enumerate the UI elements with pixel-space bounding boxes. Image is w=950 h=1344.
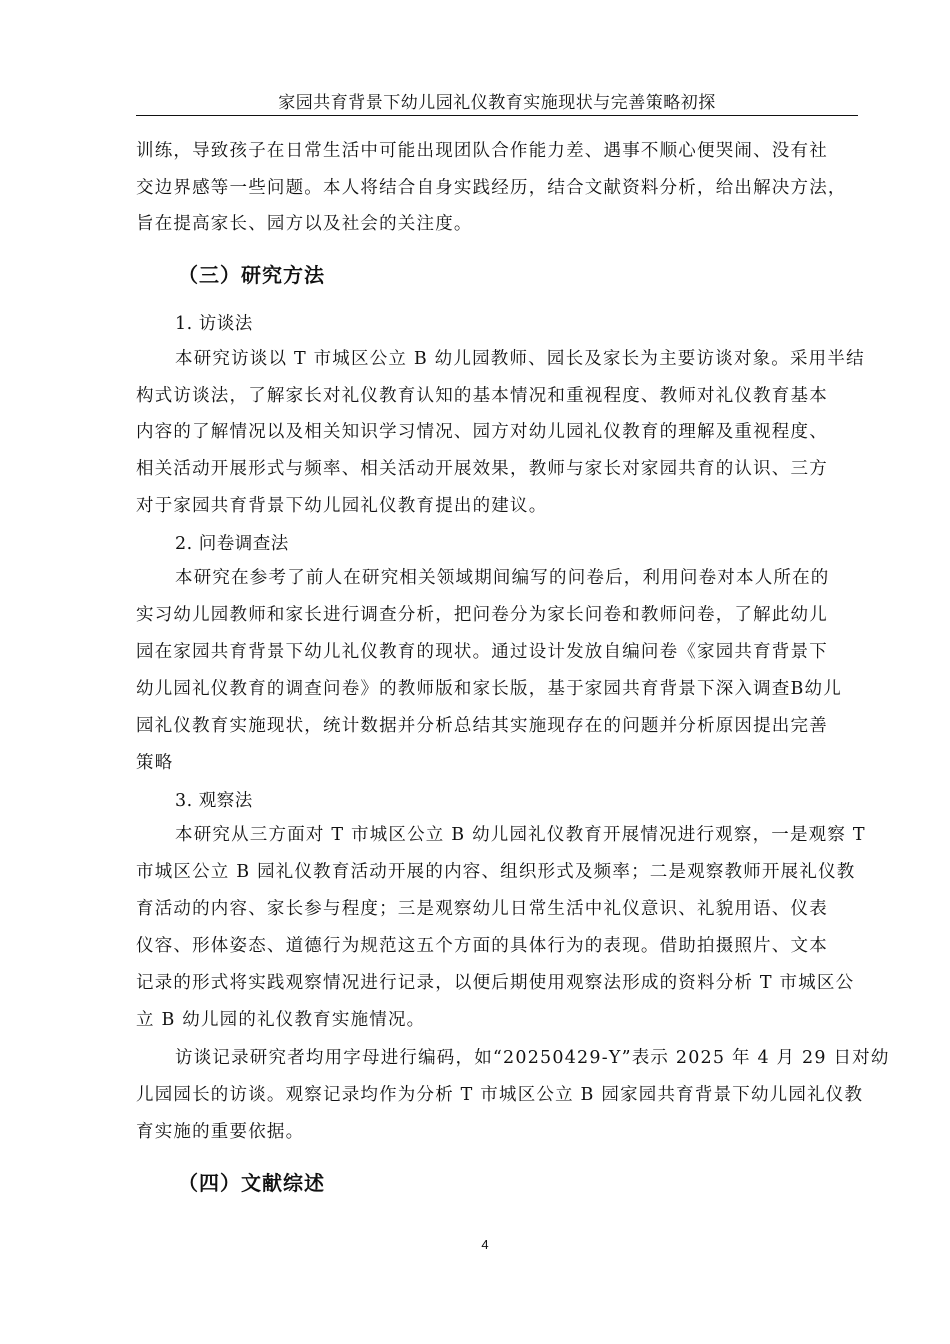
paragraph-line: 市城区公立 B 园礼仪教育活动开展的内容、组织形式及频率；二是观察教师开展礼仪教 (136, 862, 856, 882)
paragraph-line: 本研究在参考了前人在研究相关领域期间编写的问卷后，利用问卷对本人所在的 (175, 568, 830, 588)
subsection-heading: 3. 观察法 (175, 791, 253, 811)
section-heading: （四）文献综述 (178, 1171, 325, 1195)
paragraph-line: 记录的形式将实践观察情况进行记录，以便后期使用观察法形成的资料分析 T 市城区公 (136, 973, 855, 993)
paragraph-line: 立 B 幼儿园的礼仪教育实施情况。 (136, 1010, 426, 1030)
paragraph-line: 训练，导致孩子在日常生活中可能出现团队合作能力差、遇事不顺心便哭闹、没有社 (136, 141, 828, 161)
paragraph-line: 相关活动开展形式与频率、相关活动开展效果，教师与家长对家园共育的认识、三方 (136, 459, 828, 479)
paragraph-line: 儿园园长的访谈。观察记录均作为分析 T 市城区公立 B 园家园共育背景下幼儿园礼仪教 (136, 1085, 864, 1105)
paragraph-line: 育实施的重要依据。 (136, 1122, 305, 1142)
paragraph-line: 本研究从三方面对 T 市城区公立 B 幼儿园礼仪教育开展情况进行观察，一是观察 T (175, 825, 866, 845)
paragraph-line: 策略 (136, 753, 174, 773)
section-heading: （三）研究方法 (178, 263, 325, 287)
paragraph-line: 仪容、形体姿态、道德行为规范这五个方面的具体行为的表现。借助拍摄照片、文本 (136, 936, 828, 956)
paragraph-line: 本研究访谈以 T 市城区公立 B 幼儿园教师、园长及家长为主要访谈对象。采用半结 (175, 349, 865, 369)
paragraph-line: 构式访谈法，了解家长对礼仪教育认知的基本情况和重视程度、教师对礼仪教育基本 (136, 386, 828, 406)
header-rule (136, 115, 858, 116)
paragraph-line: 访谈记录研究者均用字母进行编码，如“20250429-Y”表示 2025 年 4 月 29 日对幼 (175, 1048, 890, 1068)
paragraph-line: 实习幼儿园教师和家长进行调查分析，把问卷分为家长问卷和教师问卷，了解此幼儿 (136, 605, 828, 625)
paragraph-line: 交边界感等一些问题。本人将结合自身实践经历，结合文献资料分析，给出解决方法， (136, 178, 847, 198)
paragraph-line: 旨在提高家长、园方以及社会的关注度。 (136, 214, 473, 234)
paragraph-line: 对于家园共育背景下幼儿园礼仪教育提出的建议。 (136, 496, 548, 516)
subsection-heading: 1. 访谈法 (175, 314, 253, 334)
paragraph-line: 园礼仪教育实施现状，统计数据并分析总结其实施现存在的问题并分析原因提出完善 (136, 716, 828, 736)
paragraph-line: 育活动的内容、家长参与程度；三是观察幼儿日常生活中礼仪意识、礼貌用语、仪表 (136, 899, 828, 919)
running-header: 家园共育背景下幼儿园礼仪教育实施现状与完善策略初探 (278, 93, 716, 113)
paragraph-line: 内容的了解情况以及相关知识学习情况、园方对幼儿园礼仪教育的理解及重视程度、 (136, 422, 828, 442)
paragraph-line: 园在家园共育背景下幼儿礼仪教育的现状。通过设计发放自编问卷《家园共育背景下 (136, 642, 828, 662)
paragraph-line: 幼儿园礼仪教育的调查问卷》的教师版和家长版，基于家园共育背景下深入调查B幼儿 (136, 679, 842, 699)
subsection-heading: 2. 问卷调查法 (175, 534, 289, 554)
page-number: 4 (481, 1237, 489, 1252)
